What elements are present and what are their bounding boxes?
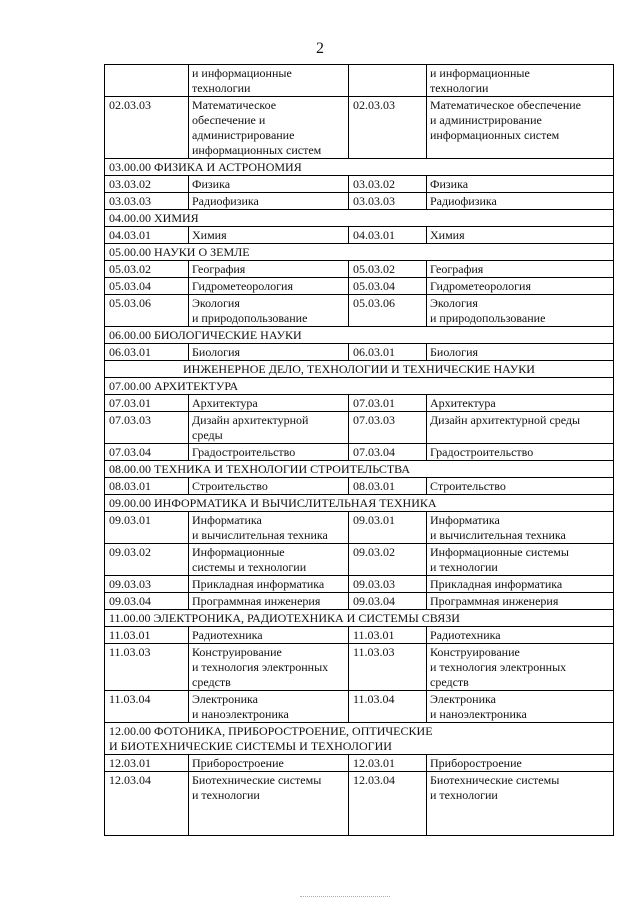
code-cell: 05.03.02: [105, 261, 189, 278]
name-cell: Химия: [427, 227, 614, 244]
table-row: [105, 755, 614, 772]
section-title: 12.00.00 ФОТОНИКА, ПРИБОРОСТРОЕНИЕ, ОПТИЧЕСКИЕ И БИОТЕХНИЧЕСКИЕ СИСТЕМЫ И ТЕХНОЛОГИИ: [105, 723, 614, 755]
code-cell: 09.03.02: [349, 544, 427, 576]
name-cell: Биотехнические системы и технологии: [189, 772, 349, 836]
name-cell: Математическое обеспечение и администрирование информационных систем: [427, 97, 614, 159]
name-cell: Математическое обеспечение и администрирование информационных систем: [189, 97, 349, 159]
section-row: [105, 159, 614, 176]
name-cell: Дизайн архитектурной среды: [189, 412, 349, 444]
name-cell: Дизайн архитектурной среды: [427, 412, 614, 444]
section-row: [105, 378, 614, 395]
section-title: 03.00.00 ФИЗИКА И АСТРОНОМИЯ: [105, 159, 614, 176]
table-row: [105, 691, 614, 723]
table-row: [105, 227, 614, 244]
code-cell: 04.03.01: [105, 227, 189, 244]
code-cell: 02.03.03: [105, 97, 189, 159]
code-cell: 09.03.04: [349, 593, 427, 610]
code-cell: 09.03.03: [105, 576, 189, 593]
code-cell: 03.03.02: [105, 176, 189, 193]
code-cell: 06.03.01: [105, 344, 189, 361]
code-cell: 05.03.04: [349, 278, 427, 295]
code-cell: 09.03.03: [349, 576, 427, 593]
code-cell: 07.03.01: [349, 395, 427, 412]
name-cell: Архитектура: [189, 395, 349, 412]
name-cell: Химия: [189, 227, 349, 244]
section-title: 05.00.00 НАУКИ О ЗЕМЛЕ: [105, 244, 614, 261]
specialties-table: [104, 64, 614, 836]
name-cell: Прикладная информатика: [189, 576, 349, 593]
code-cell: 07.03.01: [105, 395, 189, 412]
code-cell: 09.03.02: [105, 544, 189, 576]
name-cell: Строительство: [427, 478, 614, 495]
code-cell: 08.03.01: [349, 478, 427, 495]
code-cell: 07.03.04: [105, 444, 189, 461]
code-cell: 12.03.04: [349, 772, 427, 836]
section-title: 11.00.00 ЭЛЕКТРОНИКА, РАДИОТЕХНИКА И СИСТЕМЫ СВЯЗИ: [105, 610, 614, 627]
table-row: [105, 444, 614, 461]
name-cell: Радиотехника: [189, 627, 349, 644]
code-cell: [105, 65, 189, 97]
section-title: 07.00.00 АРХИТЕКТУРА: [105, 378, 614, 395]
name-cell: Конструирование и технология электронных средств: [189, 644, 349, 691]
table-row: [105, 176, 614, 193]
code-cell: [349, 65, 427, 97]
section-row: [105, 210, 614, 227]
table-row: [105, 593, 614, 610]
table-row: [105, 512, 614, 544]
name-cell: Электроника и наноэлектроника: [189, 691, 349, 723]
name-cell: Программная инженерия: [427, 593, 614, 610]
code-cell: 08.03.01: [105, 478, 189, 495]
table-row: [105, 97, 614, 159]
name-cell: Экология и природопользование: [189, 295, 349, 327]
code-cell: 05.03.06: [349, 295, 427, 327]
table-row: [105, 295, 614, 327]
name-cell: Физика: [189, 176, 349, 193]
code-cell: 11.03.04: [349, 691, 427, 723]
code-cell: 05.03.06: [105, 295, 189, 327]
table-row: [105, 644, 614, 691]
table-row: [105, 278, 614, 295]
name-cell: Информатика и вычислительная техника: [427, 512, 614, 544]
code-cell: 02.03.03: [349, 97, 427, 159]
code-cell: 07.03.04: [349, 444, 427, 461]
code-cell: 12.03.01: [349, 755, 427, 772]
table-row: [105, 412, 614, 444]
name-cell: Биология: [189, 344, 349, 361]
code-cell: 11.03.03: [105, 644, 189, 691]
section-row: [105, 244, 614, 261]
section-title: 06.00.00 БИОЛОГИЧЕСКИЕ НАУКИ: [105, 327, 614, 344]
name-cell: Строительство: [189, 478, 349, 495]
table-row: [105, 344, 614, 361]
code-cell: 04.03.01: [349, 227, 427, 244]
code-cell: 05.03.04: [105, 278, 189, 295]
name-cell: Информационные системы и технологии: [427, 544, 614, 576]
bottom-mark: [300, 896, 390, 899]
name-cell: Радиотехника: [427, 627, 614, 644]
section-row: [105, 610, 614, 627]
section-row: [105, 461, 614, 478]
area-heading: ИНЖЕНЕРНОЕ ДЕЛО, ТЕХНОЛОГИИ И ТЕХНИЧЕСКИЕ НАУКИ: [105, 361, 614, 378]
table-row: [105, 576, 614, 593]
name-cell: География: [189, 261, 349, 278]
name-cell: Прикладная информатика: [427, 576, 614, 593]
name-cell: Приборостроение: [427, 755, 614, 772]
table-row: [105, 544, 614, 576]
table-row: [105, 478, 614, 495]
code-cell: 11.03.01: [349, 627, 427, 644]
name-cell: Радиофизика: [427, 193, 614, 210]
name-cell: Радиофизика: [189, 193, 349, 210]
name-cell: Физика: [427, 176, 614, 193]
code-cell: 12.03.01: [105, 755, 189, 772]
code-cell: 07.03.03: [105, 412, 189, 444]
name-cell: Гидрометеорология: [189, 278, 349, 295]
code-cell: 11.03.01: [105, 627, 189, 644]
table-row: [105, 193, 614, 210]
section-row: [105, 327, 614, 344]
name-cell: Приборостроение: [189, 755, 349, 772]
area-heading-row: [105, 361, 614, 378]
name-cell: Конструирование и технология электронных средств: [427, 644, 614, 691]
name-cell: Биотехнические системы и технологии: [427, 772, 614, 836]
name-cell: Биология: [427, 344, 614, 361]
code-cell: 09.03.04: [105, 593, 189, 610]
code-cell: 05.03.02: [349, 261, 427, 278]
name-cell: Архитектура: [427, 395, 614, 412]
code-cell: 09.03.01: [105, 512, 189, 544]
table-row: [105, 261, 614, 278]
name-cell: Программная инженерия: [189, 593, 349, 610]
section-row: [105, 495, 614, 512]
code-cell: 03.03.03: [105, 193, 189, 210]
section-row: [105, 723, 614, 755]
section-title: 04.00.00 ХИМИЯ: [105, 210, 614, 227]
name-cell: Гидрометеорология: [427, 278, 614, 295]
table-row: [105, 395, 614, 412]
table-row: [105, 627, 614, 644]
name-cell: Информатика и вычислительная техника: [189, 512, 349, 544]
code-cell: 11.03.04: [105, 691, 189, 723]
code-cell: 03.03.03: [349, 193, 427, 210]
table-row: [105, 65, 614, 97]
name-cell: и информационные технологии: [189, 65, 349, 97]
code-cell: 06.03.01: [349, 344, 427, 361]
table-row: [105, 772, 614, 836]
code-cell: 03.03.02: [349, 176, 427, 193]
section-title: 08.00.00 ТЕХНИКА И ТЕХНОЛОГИИ СТРОИТЕЛЬСТВА: [105, 461, 614, 478]
code-cell: 11.03.03: [349, 644, 427, 691]
name-cell: Информационные системы и технологии: [189, 544, 349, 576]
code-cell: 09.03.01: [349, 512, 427, 544]
name-cell: Градостроительство: [189, 444, 349, 461]
name-cell: География: [427, 261, 614, 278]
name-cell: Экология и природопользование: [427, 295, 614, 327]
specialties-table-body: [105, 65, 614, 836]
name-cell: Градостроительство: [427, 444, 614, 461]
code-cell: 12.03.04: [105, 772, 189, 836]
name-cell: Электроника и наноэлектроника: [427, 691, 614, 723]
name-cell: и информационные технологии: [427, 65, 614, 97]
section-title: 09.00.00 ИНФОРМАТИКА И ВЫЧИСЛИТЕЛЬНАЯ ТЕХНИКА: [105, 495, 614, 512]
code-cell: 07.03.03: [349, 412, 427, 444]
page-number: 2: [316, 40, 324, 57]
